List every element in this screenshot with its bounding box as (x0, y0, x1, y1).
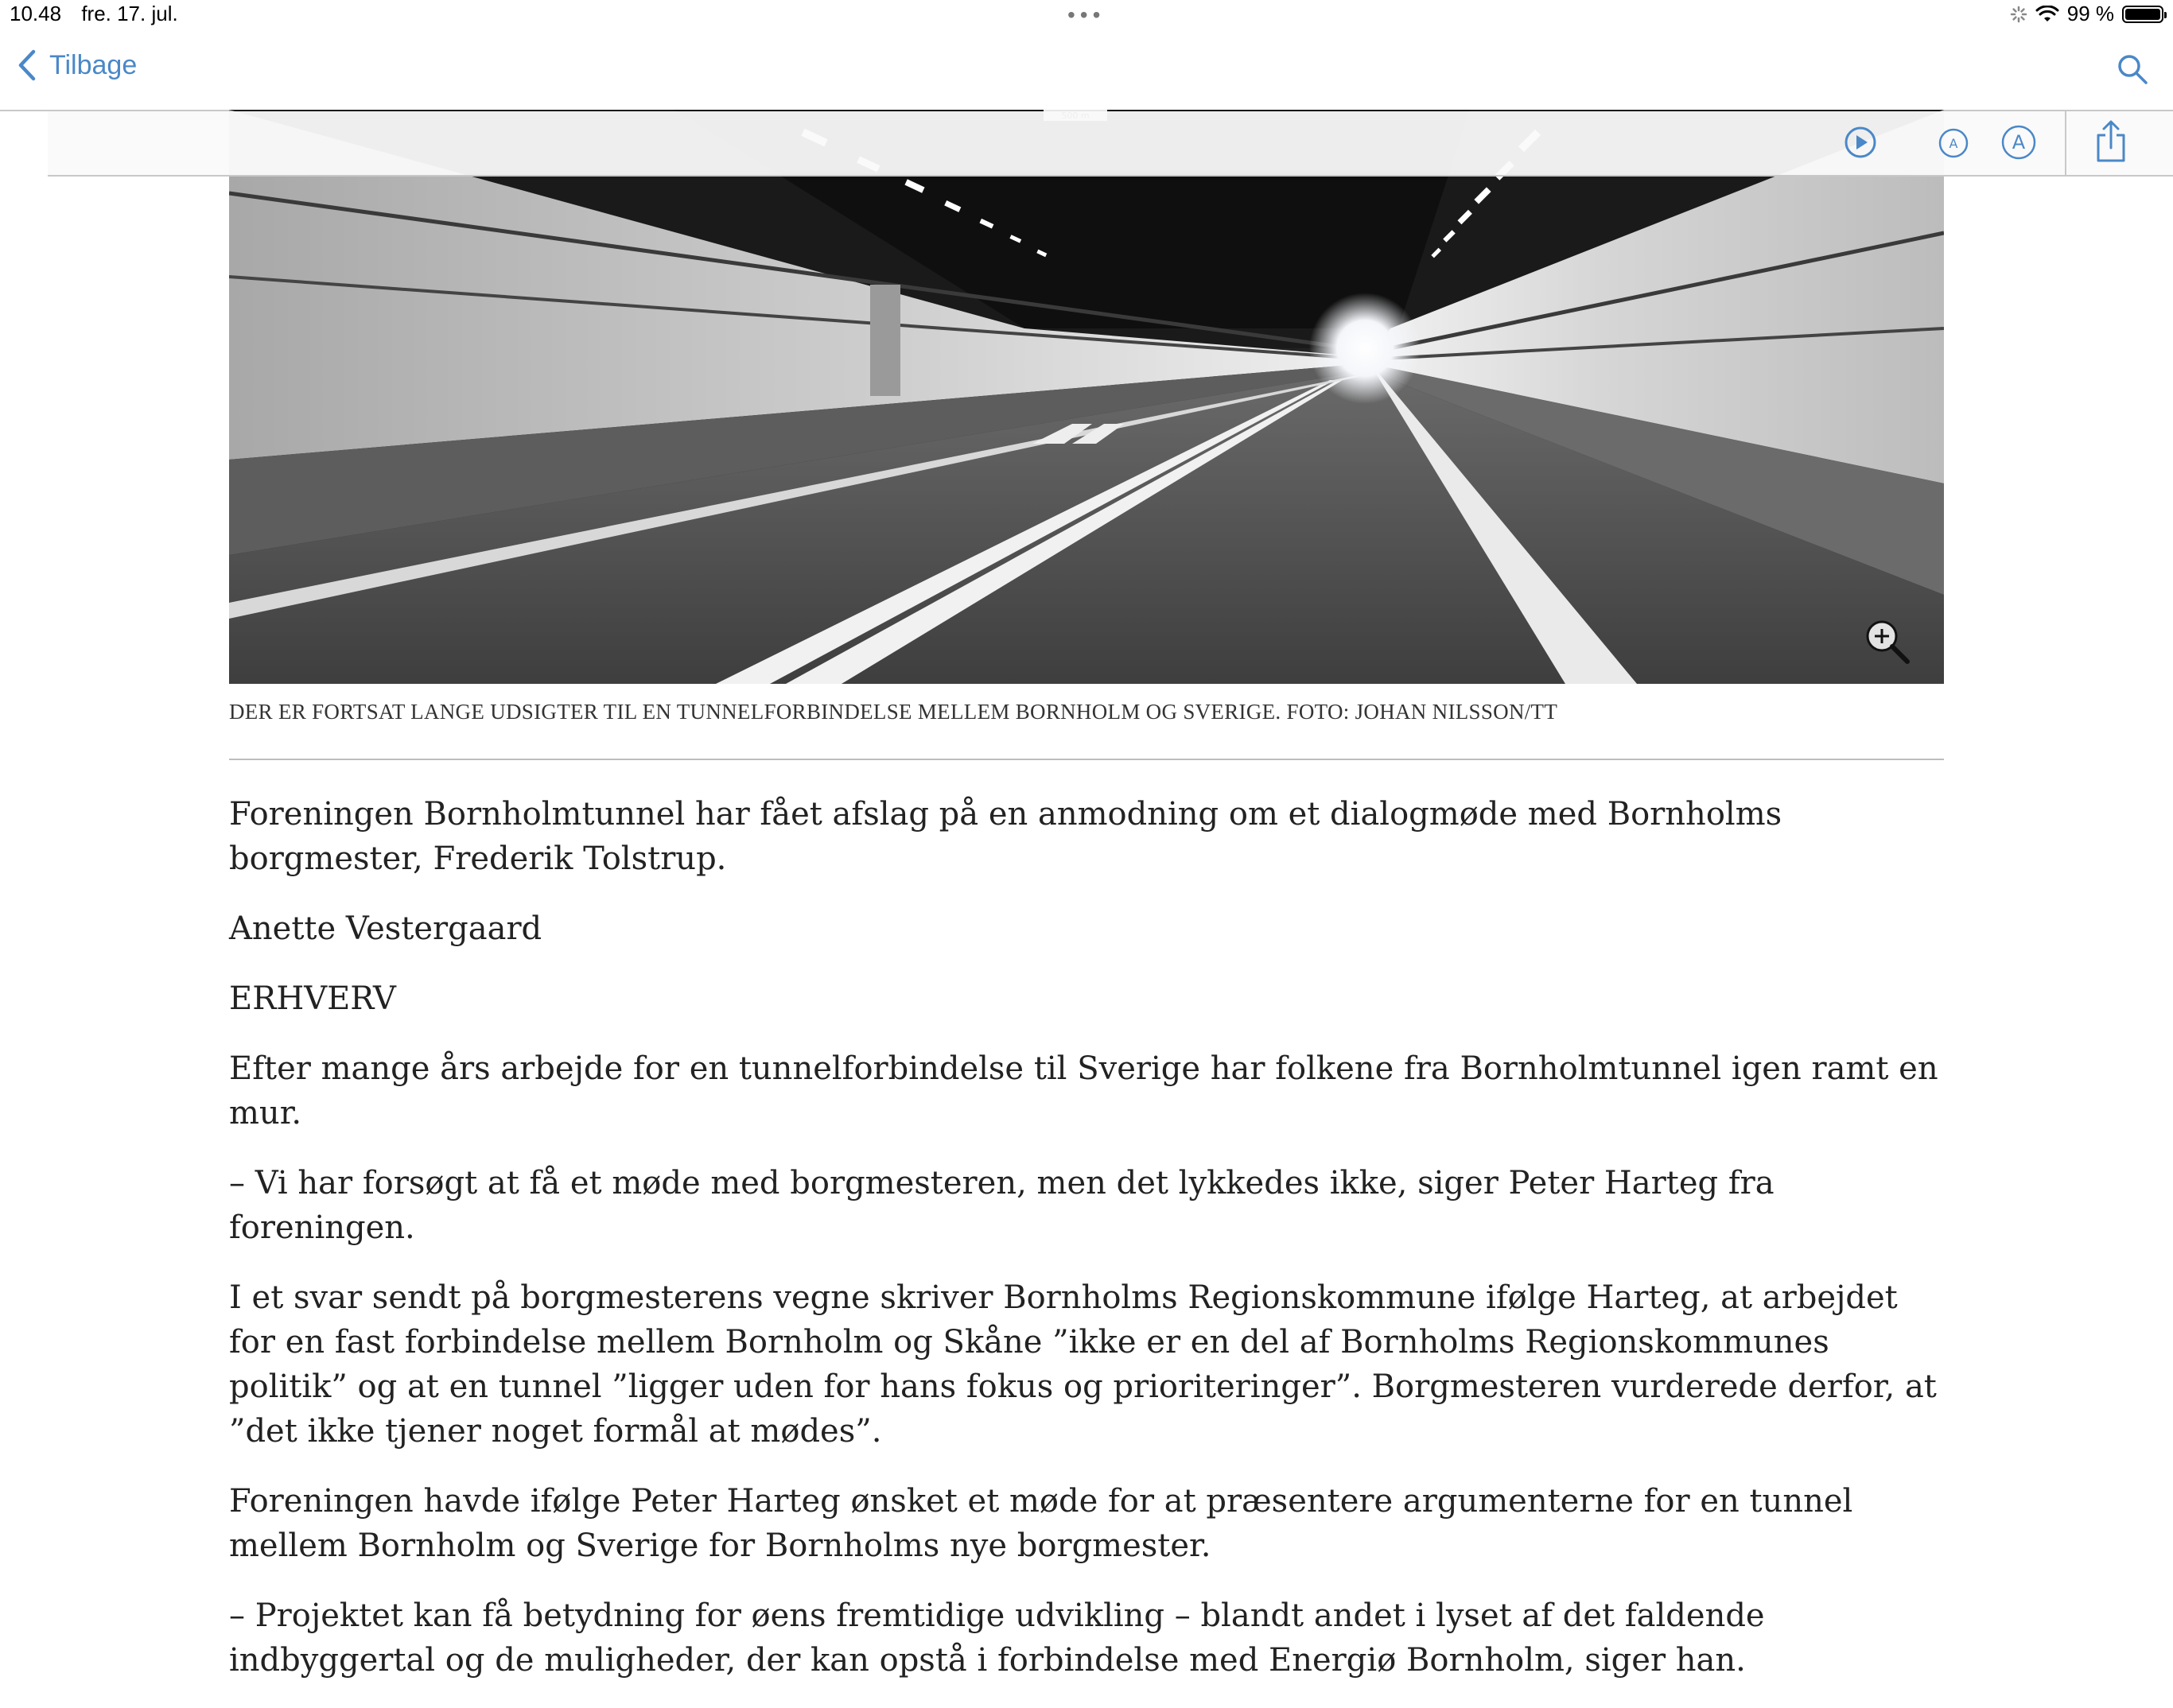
back-label: Tilbage (49, 49, 138, 80)
share-button[interactable] (2095, 119, 2127, 168)
font-size-large-icon (2000, 124, 2037, 161)
navigation-bar (0, 32, 2173, 111)
zoom-image-button[interactable] (1861, 615, 1912, 666)
toolbar-separator (2065, 111, 2066, 175)
search-icon (2116, 52, 2149, 86)
increase-font-button[interactable] (2000, 124, 2037, 165)
wall-equipment (870, 285, 900, 396)
share-icon (2095, 119, 2127, 164)
play-icon (1844, 126, 1877, 159)
caption-divider (229, 759, 1944, 760)
article-paragraph: Efter mange års arbejde for en tunnelforbindelse til Sverige har folkene fra Bornholmtunnel igen ramt en mur. (229, 1050, 1938, 1132)
back-button[interactable] (17, 49, 137, 81)
play-audio-button[interactable] (1844, 126, 1877, 163)
article-paragraph: – Vi har forsøgt at få et møde med borgmesteren, men det lykkedes ikke, siger Peter Harteg fra foreningen. (229, 1165, 1775, 1246)
status-bar (0, 0, 2173, 32)
chevron-left-icon (17, 49, 37, 81)
article-toolbar (48, 111, 2173, 177)
photo-caption: DER ER FORTSAT LANGE UDSIGTER TIL EN TUNNELFORBINDELSE MELLEM BORNHOLM OG SVERIGE. FOTO: JOHAN NILSSON/TT (229, 700, 1558, 724)
font-size-small-icon (1938, 127, 1969, 159)
magnifier-plus-icon (1861, 615, 1912, 666)
multitasking-dots-icon[interactable]: ••• (1067, 2, 1106, 27)
activity-spinner-icon (2010, 6, 2027, 23)
article-photo-tunnel[interactable] (229, 110, 1944, 684)
svg-text:A: A (2012, 131, 2026, 153)
status-left (10, 2, 192, 26)
article-author: Anette Vestergaard (229, 910, 542, 947)
article-body (229, 792, 1944, 1708)
status-right (2010, 2, 2163, 26)
article-paragraph: – Projektet kan få betydning for øens fremtidige udvikling – blandt andet i lyset af det faldende indbyggertal og de muligheder, der kan opstå i forbindelse med Energiø Bornholm, siger han. (229, 1597, 1765, 1679)
svg-text:A: A (1949, 136, 1958, 151)
decrease-font-button[interactable] (1938, 127, 1969, 163)
status-date: fre. 17. jul. (81, 2, 178, 25)
article-paragraph: I et svar sendt på borgmesterens vegne skriver Bornholms Regionskommune ifølge Harteg, at arbejdet for en fast forbindelse mellem Bornholm og Skåne ”ikke er en del af Bornholms Regionskommunes politik” og at en tunnel ”ligger uden for hans fokus og prioriteringer”. Borgmesteren vurderede derfor, at ”det ikke tjener noget formål at mødes”. (229, 1279, 1937, 1450)
search-button[interactable] (2116, 52, 2149, 90)
article-lead: Foreningen Bornholmtunnel har fået afslag på en anmodning om et dialogmøde med Bornholms borgmester, Frederik Tolstrup. (229, 796, 1782, 877)
article-paragraph: Foreningen havde ifølge Peter Harteg ønsket et møde for at præsentere argumenterne for en tunnel mellem Bornholm og Sverige for Bornholms nye borgmester. (229, 1483, 1853, 1564)
tunnel-image (229, 110, 1944, 684)
battery-percent: 99 % (2066, 2, 2114, 25)
article-section: ERHVERV (229, 980, 396, 1017)
battery-icon (2122, 6, 2163, 23)
wifi-icon (2035, 6, 2059, 23)
status-time: 10.48 (10, 2, 62, 25)
